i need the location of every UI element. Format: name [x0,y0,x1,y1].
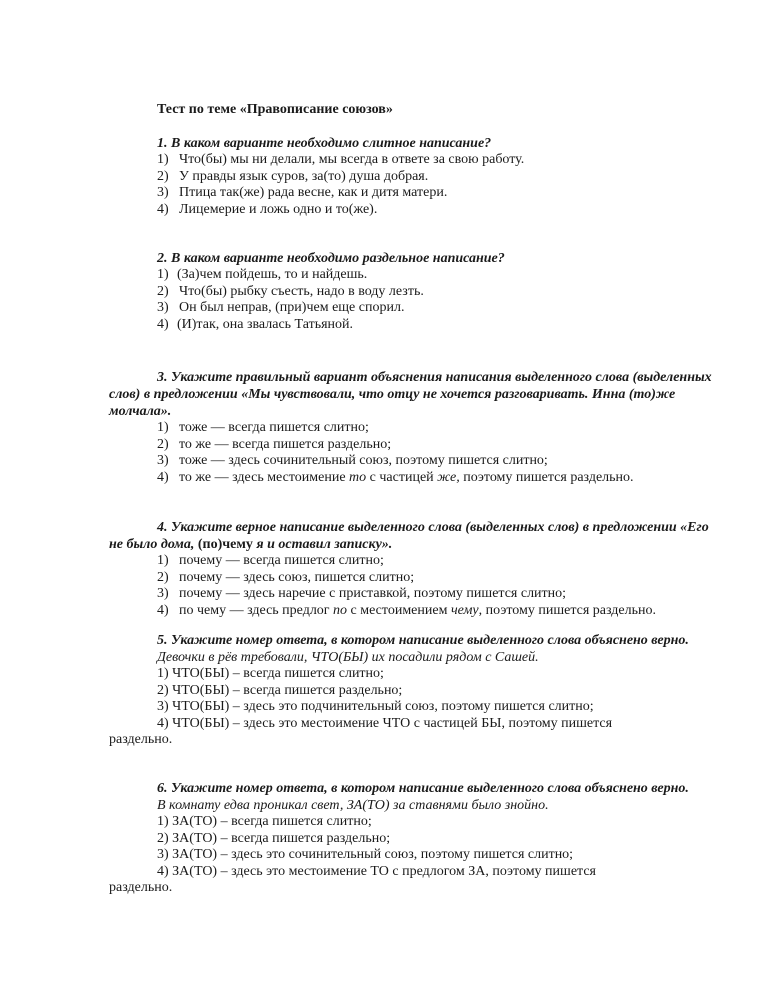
question-1-heading: 1. В каком варианте необходимо слитное написание? [157,136,492,151]
option-item: 2) почему — здесь союз, пишется слитно; [157,569,415,585]
option-item: 1) ЧТО(БЫ) – всегда пишется слитно; [157,666,384,681]
question-5-heading: 5. Укажите номер ответа, в котором написание выделенного слова объяснено верно. [157,633,689,648]
option-item: 3) тоже — здесь сочинительный союз, поэтому пишется слитно; [157,453,548,468]
option-item: 2) то же — всегда пишется раздельно; [157,436,392,452]
option-item: 3) почему — здесь наречие с приставкой, поэтому пишется слитно; [157,586,567,601]
option-item: 2) Что(бы) рыбку съесть, надо в воду лезть. [157,283,424,299]
question-4-options [0,553,768,619]
question-2-options [0,267,768,333]
option-item: 4) ЧТО(БЫ) – здесь это местоимение ЧТО с частицей БЫ, поэтому пишется [157,715,613,731]
test-title: Тест по теме «Правописание союзов» [157,102,393,117]
question-2 [0,251,768,333]
question-2-heading: 2. В каком варианте необходимо раздельное написание? [157,251,505,266]
option-item: 4) (И)так, она звалась Татьяной. [157,316,354,332]
option-item-continuation: раздельно. [109,732,173,747]
question-3-heading: 3. Укажите правильный вариант объяснения написания выделенного слова (выделенных слов) в предложении «Мы чувствовали, что отцу не хочется разговаривать. Инна (то)же молчала». [109,370,712,419]
question-1-options [0,152,768,218]
option-item: 4) Лицемерие и ложь одно и то(же). [157,201,378,217]
question-5-sentence: Девочки в рёв требовали, ЧТО(БЫ) их посадили рядом с Сашей. [157,650,539,665]
question-1 [0,136,768,218]
question-3 [0,369,768,486]
option-item: 4) по чему — здесь предлог по с местоимением чему, поэтому пишется раздельно. [157,602,656,618]
option-item: 1) Что(бы) мы ни делали, мы всегда в ответе за свою работу. [157,152,525,167]
option-item: 1) (За)чем пойдешь, то и найдешь. [157,267,368,282]
option-item: 4) то же — здесь местоимение то с частицей же, поэтому пишется раздельно. [157,469,634,485]
option-item: 1) тоже — всегда пишется слитно; [157,420,369,435]
question-6 [0,780,768,897]
option-item: 3) ЗА(ТО) – здесь это сочинительный союз, поэтому пишется слитно; [157,847,574,862]
option-item: 2) ЧТО(БЫ) – всегда пишется раздельно; [157,682,403,698]
option-item: 3) ЧТО(БЫ) – здесь это подчинительный союз, поэтому пишется слитно; [157,699,594,714]
question-6-heading: 6. Укажите номер ответа, в котором написание выделенного слова объяснено верно. [157,781,689,796]
option-item: 3) Птица так(же) рада весне, как и дитя матери. [157,185,448,200]
option-item: 2) ЗА(ТО) – всегда пишется раздельно; [157,830,391,846]
option-item-continuation: раздельно. [109,880,173,895]
option-item: 1) почему — всегда пишется слитно; [157,553,384,568]
option-item: 4) ЗА(ТО) – здесь это местоимение ТО с предлогом ЗА, поэтому пишется [157,863,596,879]
question-3-options [0,420,768,486]
question-5 [0,632,768,749]
question-4-heading: 4. Укажите верное написание выделенного слова (выделенных слов) в предложении «Его не было дома, (по)чему я и оставил записку». [109,520,709,552]
option-item: 2) У правды язык суров, за(то) душа добрая. [157,168,429,184]
option-item: 1) ЗА(ТО) – всегда пишется слитно; [157,814,372,829]
question-6-sentence: В комнату едва проникал свет, ЗА(ТО) за ставнями было знойно. [157,798,549,813]
option-item: 3) Он был неправ, (при)чем еще спорил. [157,300,405,315]
question-4 [0,519,768,619]
